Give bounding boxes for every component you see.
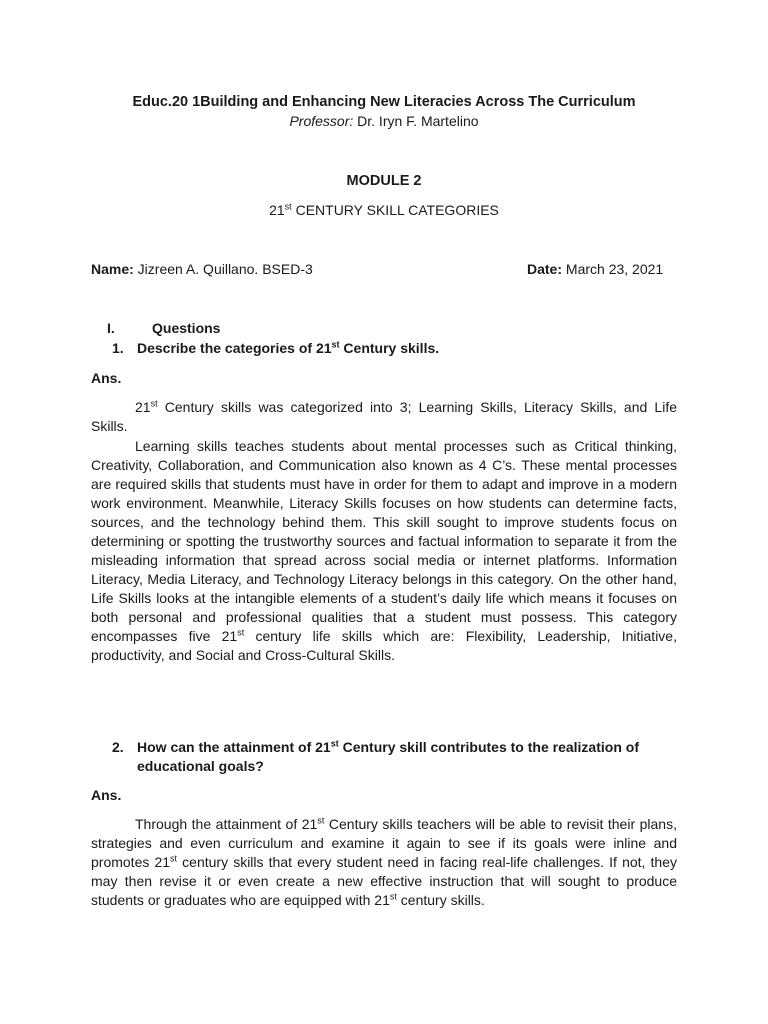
answer-1-p2-ordinal: st bbox=[237, 627, 245, 638]
answer-1-paragraph-2 bbox=[91, 437, 677, 665]
question-1-text-b: Century skills. bbox=[339, 340, 440, 356]
question-1 bbox=[102, 339, 682, 358]
question-1-text bbox=[137, 339, 682, 358]
date-label: Date: bbox=[527, 261, 563, 277]
question-1-number: 1. bbox=[112, 340, 124, 356]
answer-2-paragraph bbox=[91, 815, 677, 910]
name-label: Name: bbox=[91, 261, 134, 277]
module-title: MODULE 2 bbox=[346, 173, 422, 189]
professor-line bbox=[0, 113, 768, 129]
name-value: Jizreen A. Quillano. BSED-3 bbox=[133, 261, 313, 277]
answer-1-p1-text-a: 21 bbox=[135, 399, 151, 415]
answer-1-paragraph-1 bbox=[91, 398, 677, 436]
professor-name: Dr. Iryn F. Martelino bbox=[353, 113, 479, 129]
student-name-line bbox=[91, 261, 313, 277]
answer-1-label: Ans. bbox=[91, 370, 122, 386]
question-2-number: 2. bbox=[112, 739, 124, 755]
section-numeral: I. bbox=[107, 320, 115, 336]
date-line bbox=[527, 261, 663, 277]
course-title: Educ.20 1Building and Enhancing New Literacies Across The Curriculum bbox=[132, 94, 636, 110]
answer-2-ordinal-3: st bbox=[389, 891, 397, 902]
date-value: March 23, 2021 bbox=[562, 261, 664, 277]
answer-2-ordinal-1: st bbox=[317, 815, 325, 826]
subtitle-text: CENTURY SKILL CATEGORIES bbox=[291, 202, 499, 218]
question-2-ordinal: st bbox=[330, 738, 339, 749]
section-heading bbox=[91, 320, 220, 336]
question-2-text-a: How can the attainment of 21 bbox=[137, 739, 331, 755]
answer-1-p1-ordinal: st bbox=[150, 398, 158, 409]
answer-2-ordinal-2: st bbox=[170, 853, 178, 864]
answer-2-text-2: Century skills teachers will be able to revisit their plans, strategies and even curriculum and examine it again to see if its goals were inline and promotes 21 bbox=[91, 816, 677, 870]
module-subtitle bbox=[0, 202, 768, 218]
answer-2-text-1: Through the attainment of 21 bbox=[135, 816, 318, 832]
question-1-ordinal: st bbox=[331, 339, 340, 350]
answer-2-label: Ans. bbox=[91, 787, 122, 803]
answer-2-text-3: century skills that every student need in facing real-life challenges. If not, they may then revise it or even create a new effective instruction that will sought to produce students or graduates who are equipped with 21 bbox=[91, 854, 677, 908]
question-2-text-b: Century skill contributes to the realization of educational goals? bbox=[137, 739, 639, 774]
answer-1-p1-text-b: Century skills was categorized into 3; Learning Skills, Literacy Skills, and Life Skills. bbox=[91, 399, 677, 434]
question-2-text bbox=[137, 738, 682, 776]
professor-label: Professor: bbox=[289, 113, 354, 129]
answer-1-p2-text-b: century life skills which are: Flexibility, Leadership, Initiative, productivity, and Social and Cross-Cultural Skills. bbox=[91, 628, 677, 663]
question-1-text-a: Describe the categories of 21 bbox=[137, 340, 332, 356]
question-2 bbox=[102, 738, 682, 776]
subtitle-number: 21 bbox=[269, 202, 285, 218]
answer-2-text-4: century skills. bbox=[396, 892, 485, 908]
answer-1-p2-text-a: Learning skills teaches students about mental processes such as Critical thinking, Creativity, Collaboration, and Communication also known as 4 C’s. These mental processes are required skills that students must have in order for them to adapt and improve in a modern work environment. Meanwhile, Literacy Skills focuses on how students can determine facts, sources, and the technology behind them. This skill sought to improve students focus on determining or spotting the trustworthy sources and factual information to separate it from the misleading information that spread across social media or internet platforms. Information Literacy, Media Literacy, and Technology Literacy belongs in this category. On the other hand, Life Skills looks at the intangible elements of a student’s daily life which means it focuses on both personal and professional qualities that a student must possess. This category encompasses five 21 bbox=[91, 438, 677, 644]
section-title: Questions bbox=[152, 320, 221, 336]
subtitle-ordinal: st bbox=[284, 201, 292, 212]
